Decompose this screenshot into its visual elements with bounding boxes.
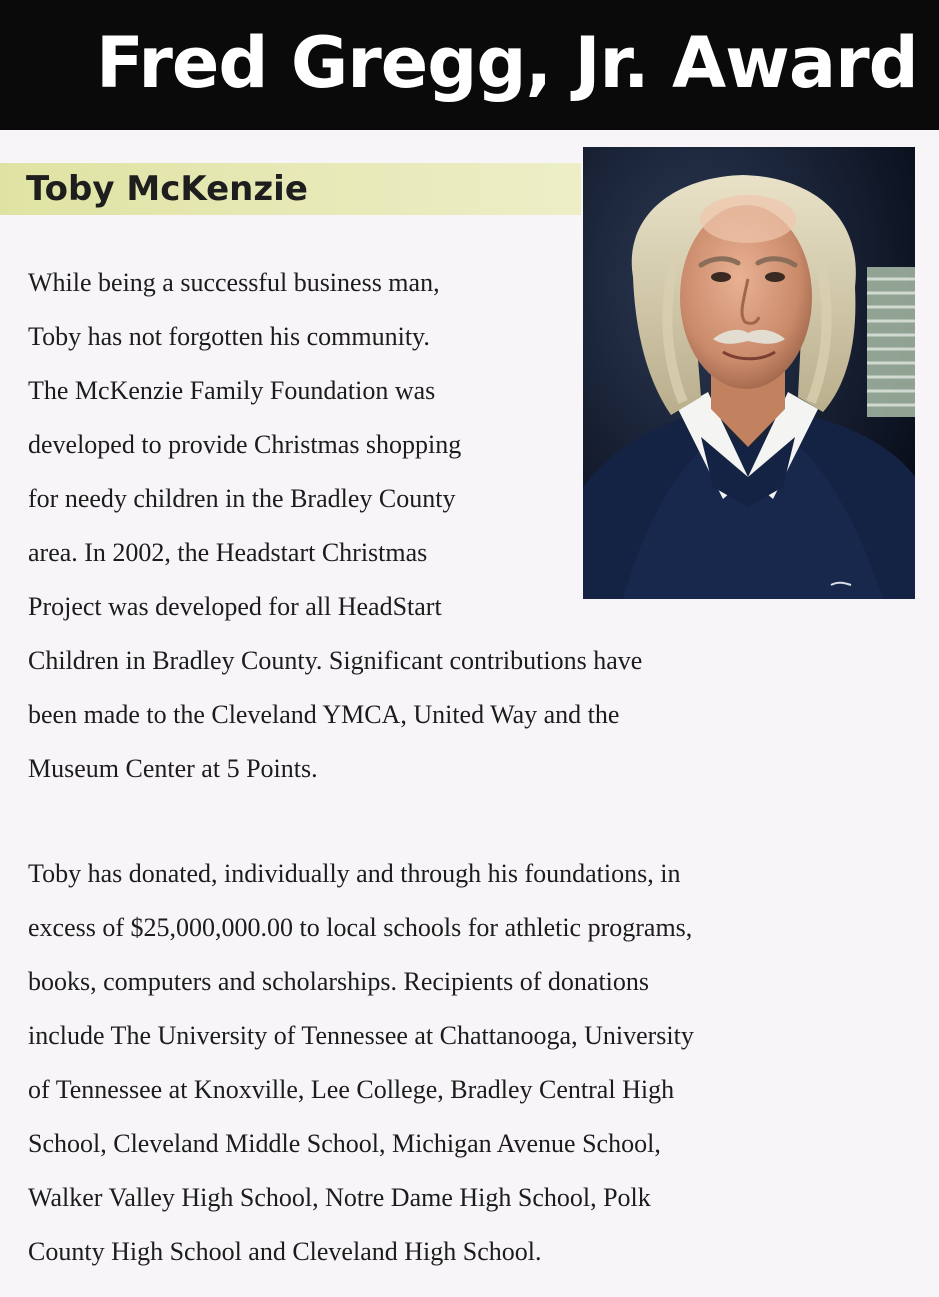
honoree-name-band bbox=[0, 163, 581, 215]
award-title: Fred Gregg, Jr. Award bbox=[96, 22, 918, 104]
text-line: Toby has not forgotten his community. bbox=[28, 322, 430, 351]
window-blinds bbox=[867, 267, 915, 417]
text-line: developed to provide Christmas shopping bbox=[28, 430, 462, 459]
text-line: While being a successful business man, bbox=[28, 268, 440, 297]
biography-paragraph-2 bbox=[28, 847, 888, 1279]
text-line: Museum Center at 5 Points. bbox=[28, 754, 318, 783]
text-line: been made to the Cleveland YMCA, United Way and the bbox=[28, 700, 620, 729]
text-line: books, computers and scholarships. Recipients of donations bbox=[28, 967, 650, 996]
text-line: include The University of Tennessee at Chattanooga, University bbox=[28, 1021, 694, 1050]
text-line: School, Cleveland Middle School, Michigan Avenue School, bbox=[28, 1129, 661, 1158]
text-line: area. In 2002, the Headstart Christmas bbox=[28, 538, 428, 567]
text-line: The McKenzie Family Foundation was bbox=[28, 376, 436, 405]
honoree-name: Toby McKenzie bbox=[26, 169, 308, 209]
text-line: of Tennessee at Knoxville, Lee College, Bradley Central High bbox=[28, 1075, 675, 1104]
text-line: excess of $25,000,000.00 to local schools for athletic programs, bbox=[28, 913, 693, 942]
text-line: Children in Bradley County. Significant contributions have bbox=[28, 646, 643, 675]
text-line: Toby has donated, individually and through his foundations, in bbox=[28, 859, 681, 888]
text-line: Walker Valley High School, Notre Dame High School, Polk bbox=[28, 1183, 651, 1212]
text-line: Project was developed for all HeadStart bbox=[28, 592, 442, 621]
award-header bbox=[0, 0, 939, 130]
text-line: for needy children in the Bradley County bbox=[28, 484, 456, 513]
text-line: County High School and Cleveland High School. bbox=[28, 1237, 542, 1266]
biography-paragraph-1 bbox=[28, 256, 818, 796]
